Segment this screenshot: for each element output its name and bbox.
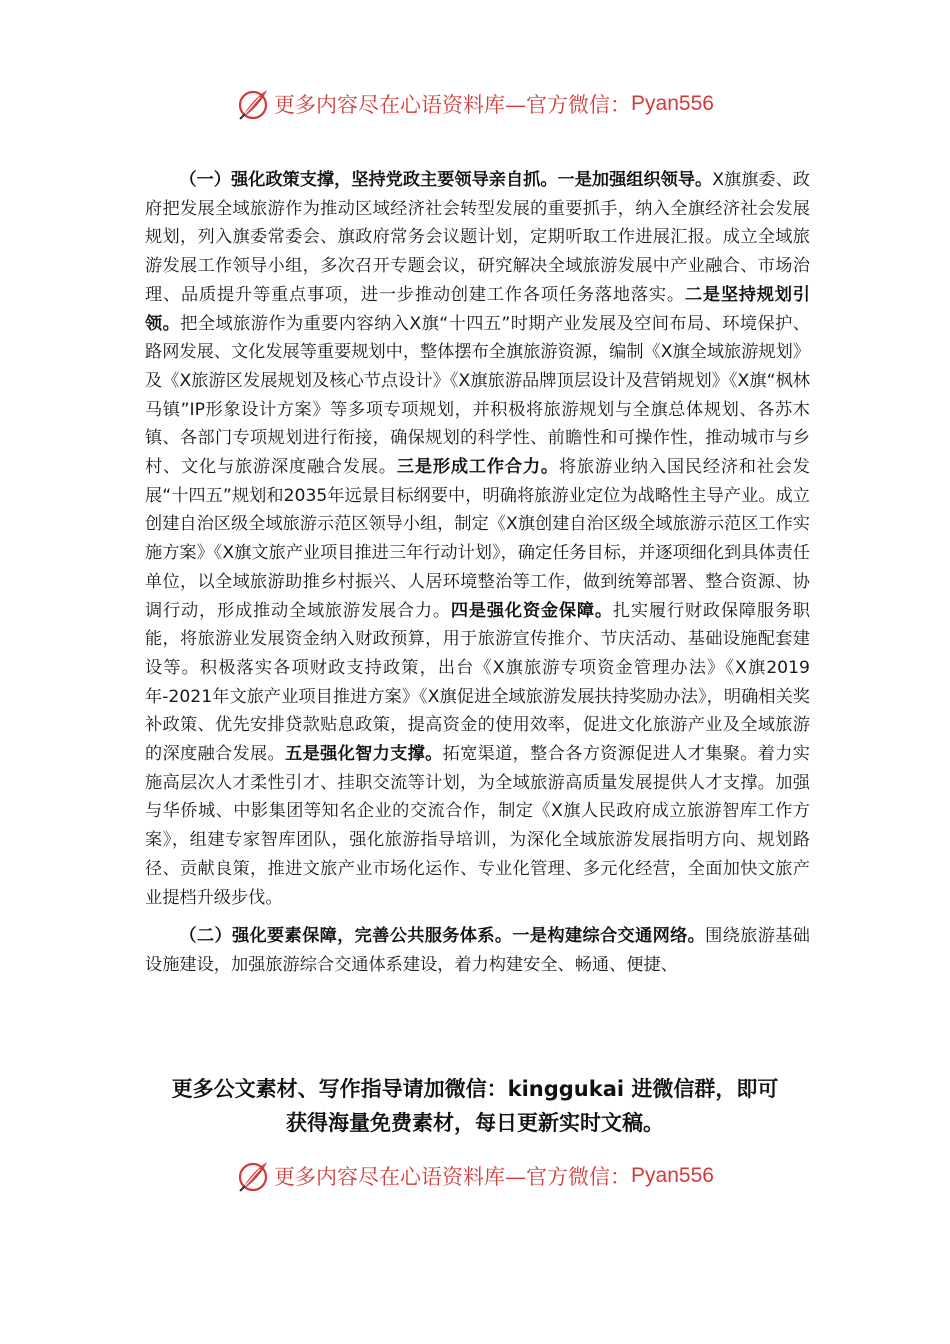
promo-notice bbox=[60, 1072, 890, 1140]
header-watermark-banner bbox=[0, 84, 950, 124]
point-heading: 三是形成工作合力。 bbox=[396, 457, 559, 478]
point-text: 把全域旅游作为重要内容纳入X旗“十四五”时期产业发展及空间布局、环境保护、路网发展、文化发展等重要规划中，整体摆布全旗旅游资源，编制《X旗全域旅游规划》及《X旅游区发展规划及核心节点设计》《X旗旅游品牌顶层设计及营销规划》《X旗“枫林马镇”IP形象设计方案》等多项专项规划，并积极将旅游规划与全旗总体规划、各苏木镇、各部门专项规划进行衔接，确保规划的科学性、前瞻性和可操作性，推动城市与乡村、文化与旅游深度融合发展。 bbox=[145, 313, 810, 478]
banner-text: 更多内容尽在心语资料库—官方微信： bbox=[274, 93, 632, 117]
point-heading: 一是构建综合交通网络。 bbox=[512, 926, 706, 947]
point-heading: 一是加强组织领导。 bbox=[557, 170, 713, 190]
point-text: 将旅游业纳入国民经济和社会发展“十四五”规划和2035年远景目标纲要中，明确将旅游业定位为战略性主导产业。成立创建自治区级全域旅游示范区领导小组，制定《X旗创建自治区级全域旅游示范区工作实施方案》《X旗文旅产业项目推进三年行动计划》，确定任务目标，并逐项细化到具体责任单位，以全域旅游助推乡村振兴、人居环境整治等工作，做到统筹部署、整合资源、协调行动，形成推动全域旅游发展合力。 bbox=[145, 457, 810, 621]
paragraph-heading: （一）强化政策支撑，坚持党政主要领导亲自抓。 bbox=[179, 170, 558, 190]
point-text: 扎实履行财政保障服务职能，将旅游业发展资金纳入财政预算，用于旅游宣传推介、节庆活动、基础设施配套建设等。积极落实各项财政支持政策，出台《X旗旅游专项资金管理办法》《X旗2019年-2021年文旅产业项目推进方案》《X旗促进全域旅游发展扶持奖励办法》，明确相关奖补政策、优先安排贷款贴息政策，提高资金的使用效率，促进文化旅游产业及全域旅游的深度融合发展。 bbox=[145, 600, 810, 765]
footer-watermark-banner bbox=[0, 1156, 950, 1196]
promo-line-2: 获得海量免费素材，每日更新实时文稿。 bbox=[286, 1111, 664, 1135]
point-heading: 五是强化智力支撑。 bbox=[285, 744, 443, 765]
point-text: 围绕旅游基础设施建设，加强旅游综合交通体系建设，着力构建安全、畅通、便捷、 bbox=[145, 926, 810, 975]
quill-pen-logo-icon bbox=[236, 87, 270, 121]
article-body bbox=[145, 166, 810, 980]
banner-text: 更多内容尽在心语资料库—官方微信： bbox=[274, 1165, 632, 1189]
paragraph-factor-guarantee bbox=[145, 922, 810, 979]
point-text: 拓宽渠道，整合各方资源促进人才集聚。着力实施高层次人才柔性引才、挂职交流等计划，为全域旅游高质量发展提供人才支撑。加强与华侨城、中影集团等知名企业的交流合作，制定《X旗人民政府成立旅游智库工作方案》，组建专家智库团队，强化旅游指导培训，为深化全域旅游发展指明方向、规划路径、贡献良策，推进文旅产业市场化运作、专业化管理、多元化经营，全面加快文旅产业提档升级步伐。 bbox=[145, 744, 810, 908]
point-heading: 四是强化资金保障。 bbox=[450, 600, 613, 621]
paragraph-policy-support bbox=[145, 166, 810, 912]
paragraph-heading: （二）强化要素保障，完善公共服务体系。 bbox=[179, 926, 513, 947]
point-text: X旗旗委、政府把发展全域旅游作为推动区域经济社会转型发展的重要抓手，纳入全旗经济社会发展规划，列入旗委常委会、旗政府常务会议题计划，定期听取工作进展汇报。成立全域旅游发展工作领导小组，多次召开专题会议，研究解决全域旅游发展中产业融合、市场治理、品质提升等重点事项，进一步推动创建工作各项任务落地落实。 bbox=[145, 170, 810, 305]
point-heading: 二是坚持规划引领。 bbox=[145, 284, 810, 334]
promo-line-1: 更多公文素材、写作指导请加微信：kinggukai 进微信群，即可 bbox=[171, 1077, 779, 1101]
banner-wechat-id: Pyan556 bbox=[631, 1164, 714, 1187]
quill-pen-logo-icon bbox=[236, 1159, 270, 1193]
banner-wechat-id: Pyan556 bbox=[631, 92, 714, 115]
